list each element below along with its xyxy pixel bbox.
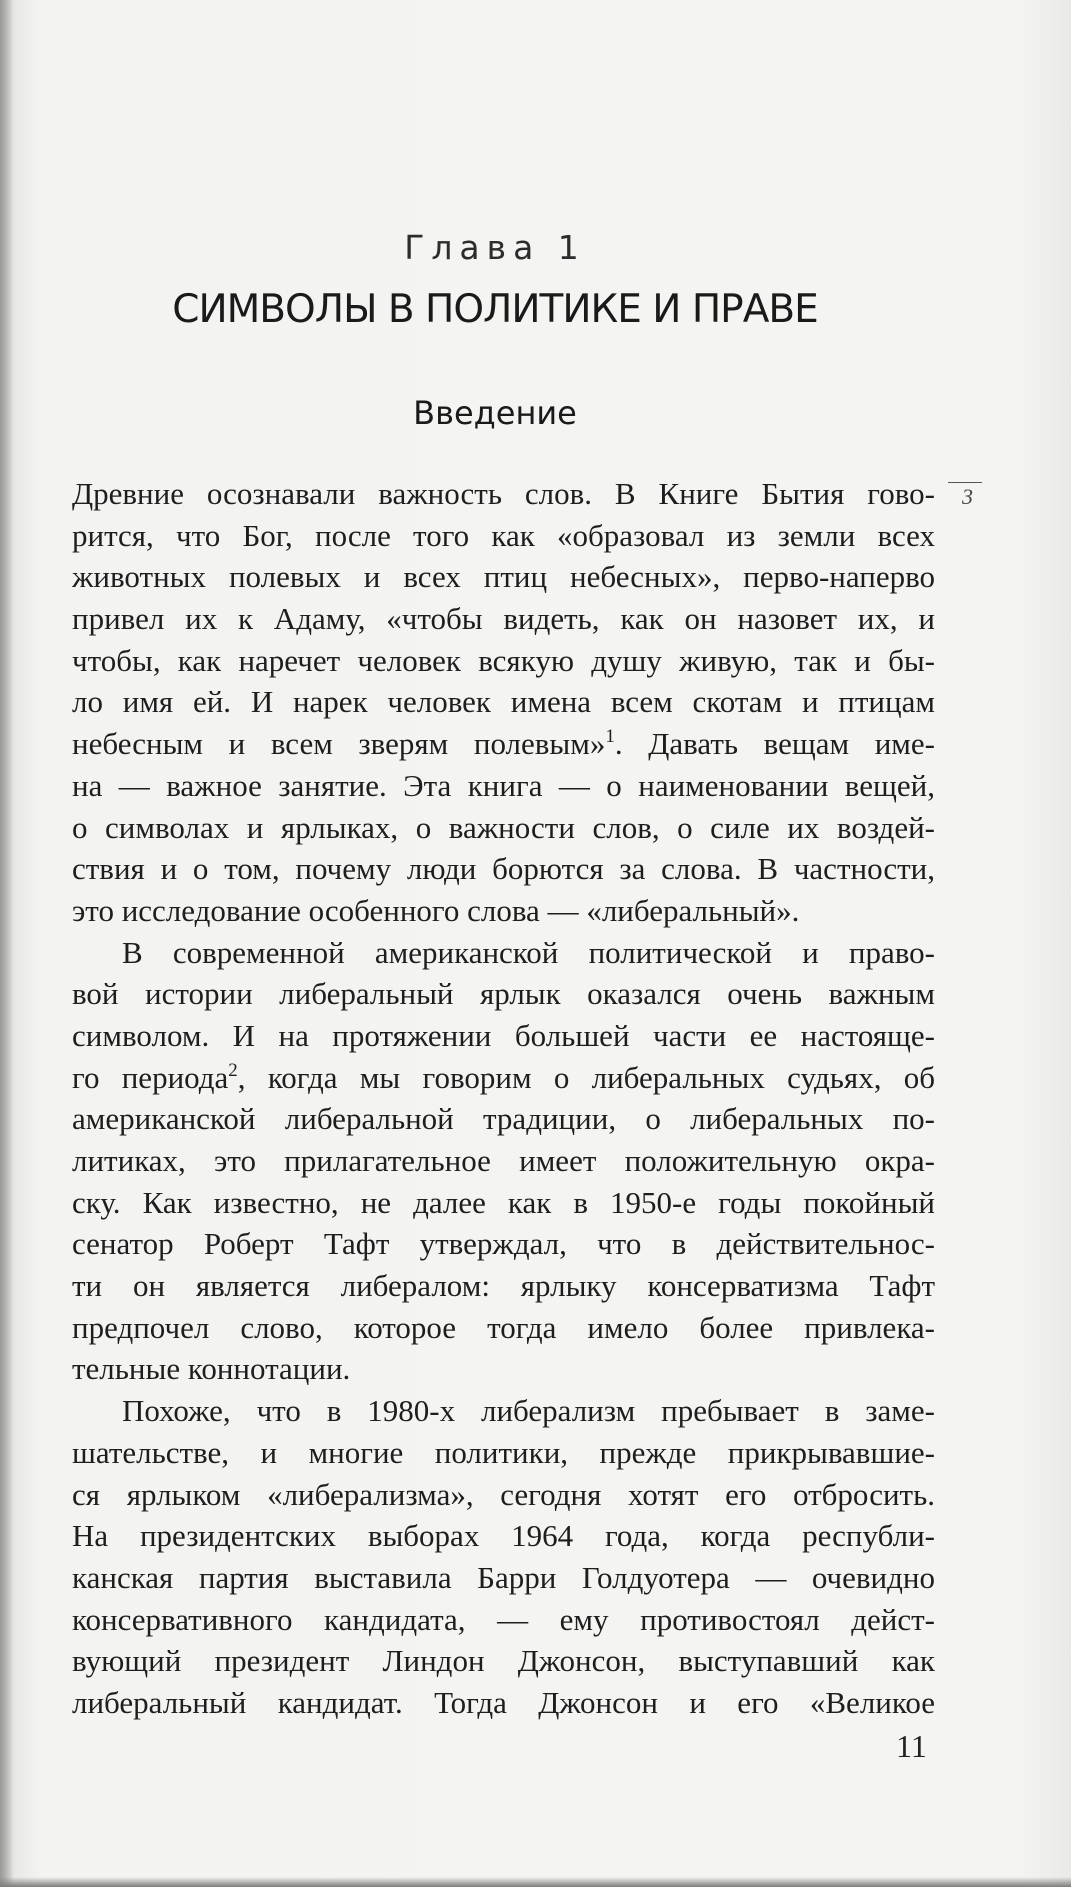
text-line: ся ярлыком «либерализма», сегодня хотят его отбросить. bbox=[72, 1476, 935, 1512]
text-line: ску. Как известно, не далее как в 1950-е годы покойный bbox=[72, 1184, 935, 1220]
text-line: Похоже, что в 1980-х либерализм пребывает в заме- bbox=[122, 1393, 935, 1429]
text-line: На президентских выборах 1964 года, когда республи- bbox=[72, 1518, 935, 1554]
paragraph-3 bbox=[72, 1390, 935, 1724]
footnote-ref-1: 1 bbox=[605, 726, 615, 748]
text-line bbox=[72, 723, 935, 765]
text-line: предпочел слово, которое тогда имело более привлека- bbox=[72, 1309, 935, 1345]
text-line: о символах и ярлыках, о важности слов, о силе их воздей- bbox=[72, 809, 935, 845]
footnote-ref-2: 2 bbox=[228, 1059, 238, 1081]
text-line: ствия и о том, почему люди борются за слова. В частности, bbox=[72, 851, 935, 887]
text-fragment: го периода bbox=[72, 1059, 229, 1095]
text-line: тельные коннотации. bbox=[72, 1351, 351, 1387]
text-line: канская партия выставила Барри Голдуотера — очевидно bbox=[72, 1559, 935, 1595]
text-line: животных полевых и всех птиц небесных», перво-наперво bbox=[72, 559, 935, 595]
text-line: символом. И на протяжении большей части ее настояще- bbox=[72, 1017, 935, 1053]
text-line: американской либеральной традиции, о либеральных по- bbox=[72, 1101, 935, 1137]
text-line: ти он является либералом: ярлыку консерватизма Тафт bbox=[72, 1268, 935, 1304]
text-line: Древние осознавали важность слов. В Книге Бытия гово- bbox=[72, 476, 935, 511]
text-line: вующий президент Линдон Джонсон, выступавший как bbox=[72, 1643, 935, 1679]
chapter-title: СИМВОЛЫ В ПОЛИТИКЕ И ПРАВЕ bbox=[172, 287, 818, 332]
paragraph-1 bbox=[72, 473, 935, 932]
page-number: 11 bbox=[896, 1728, 927, 1764]
text-line: это исследование особенного слова — «либеральный». bbox=[72, 892, 800, 928]
paragraph-2 bbox=[72, 932, 935, 1391]
chapter-label: Глава 1 bbox=[404, 228, 586, 267]
text-fragment: . Давать вещам име- bbox=[614, 726, 935, 762]
body-text bbox=[72, 473, 935, 1724]
text-line: чтобы, как наречет человек всякую душу живую, так и бы- bbox=[72, 642, 935, 678]
text-line: либеральный кандидат. Тогда Джонсон и его «Великое bbox=[72, 1684, 935, 1720]
margin-marker-line bbox=[948, 482, 982, 483]
text-line: вой истории либеральный ярлык оказался очень важным bbox=[72, 976, 935, 1012]
text-line: рится, что Бог, после того как «образовал из земли всех bbox=[72, 517, 935, 553]
margin-marker-number: 3 bbox=[962, 484, 973, 509]
text-line: консервативного кандидата, — ему противостоял дейст- bbox=[72, 1601, 935, 1637]
text-line: В современной американской политической и право- bbox=[122, 934, 935, 970]
text-fragment: небесным и всем зверям полевым» bbox=[72, 726, 606, 762]
text-line: сенатор Роберт Тафт утверждал, что в действительнос- bbox=[72, 1226, 935, 1262]
section-title: Введение bbox=[413, 394, 577, 432]
text-line: на — важное занятие. Эта книга — о наименовании вещей, bbox=[72, 767, 935, 803]
spine-shadow bbox=[0, 0, 14, 1887]
text-line: литиках, это прилагательное имеет положительную окра- bbox=[72, 1143, 935, 1178]
text-line bbox=[72, 1057, 935, 1099]
text-line: шательстве, и многие политики, прежде прикрывавшие- bbox=[72, 1434, 935, 1470]
text-fragment: , когда мы говорим о либеральных судьях, об bbox=[237, 1059, 935, 1095]
page-bottom-edge bbox=[0, 1877, 1071, 1887]
text-line: ло имя ей. И нарек человек имена всем скотам и птицам bbox=[72, 684, 935, 720]
text-line: привел их к Адаму, «чтобы видеть, как он назовет их, и bbox=[72, 601, 935, 637]
